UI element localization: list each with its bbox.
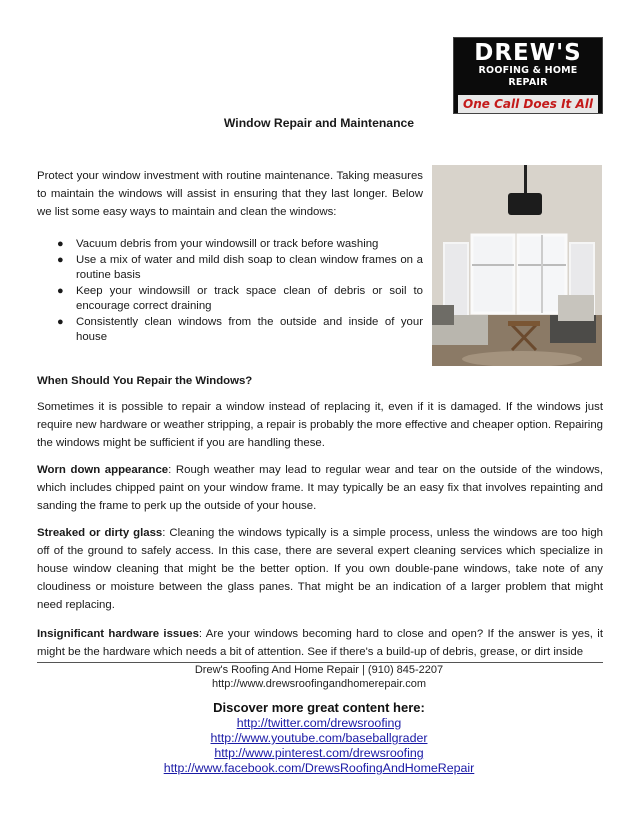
paragraph-hardware-issues: Insignificant hardware issues: Are your windows becoming hard to close and open? If the answer is yes, it might be the hardware which needs a bit of attention. See if there's a build-up of debris, grease, or dirt inside <box>37 628 603 658</box>
paragraph-repair-intro: Sometimes it is possible to repair a window instead of replacing it, even if it is damaged. If the windows just require new hardware or weather stripping, a repair is probably the more effective and cheaper option. Repairing the windows might be sufficient if you are handling these. <box>37 401 603 449</box>
paragraph-streaked-glass: Streaked or dirty glass: Cleaning the windows typically is a simple process, unless the windows are too high off of the ground to safely access. In this case, there are several expert cleaning services which specialize in house window cleaning that might be the better option. If you own double-pane windows, take note of any cloudiness or moisture between the glass panes. That might be an indication of a larger problem that might need replacing. <box>37 527 603 611</box>
bullet-icon: ● <box>57 316 64 328</box>
list-item: ● Use a mix of water and mild dish soap to clean window frames on a routine basis <box>57 254 423 281</box>
list-item: ● Vacuum debris from your windowsill or track before washing <box>57 238 379 250</box>
pinterest-link[interactable]: http://www.pinterest.com/drewsroofing <box>214 746 424 760</box>
paragraph-lead: Insignificant hardware issues <box>37 628 199 640</box>
list-item: ● Consistently clean windows from the outside and inside of your house <box>57 316 423 343</box>
bullet-icon: ● <box>57 254 64 266</box>
section-heading: When Should You Repair the Windows? <box>37 375 253 387</box>
logo-subtitle: ROOFING & HOME REPAIR <box>478 65 578 88</box>
footer-links <box>0 716 638 776</box>
maintenance-list <box>37 237 423 346</box>
bullet-icon: ● <box>57 285 64 297</box>
paragraph-worn-appearance: Worn down appearance: Rough weather may lead to regular wear and tear on the outside of the windows, which includes chipped paint on your window frame. It may typically be an easy fix that involves repainting and sanding the frame to perk up the outside of your house. <box>37 464 603 512</box>
list-item: ● Keep your windowsill or track space clean of debris or soil to encourage correct draining <box>57 285 423 312</box>
paragraph-lead: Worn down appearance <box>37 464 169 476</box>
logo-name: DREW'S <box>474 40 582 66</box>
youtube-link[interactable]: http://www.youtube.com/baseballgrader <box>210 731 428 745</box>
page-title: Window Repair and Maintenance <box>223 116 415 130</box>
intro-paragraph: Protect your window investment with routine maintenance. Taking measures to maintain the windows will assist in ensuring that they last longer. Below we list some easy ways to maintain and clean the windows: <box>37 170 423 218</box>
bullet-icon: ● <box>57 238 64 250</box>
paragraph-lead: Streaked or dirty glass <box>37 527 163 539</box>
room-window-photo <box>432 165 602 366</box>
facebook-link[interactable]: http://www.facebook.com/DrewsRoofingAndHomeRepair <box>163 761 475 775</box>
twitter-link[interactable]: http://twitter.com/drewsroofing <box>236 716 402 730</box>
company-logo <box>453 37 603 114</box>
footer-discover-heading: Discover more great content here: <box>213 700 425 715</box>
footer-company-info: Drew's Roofing And Home Repair | (910) 845-2207 <box>194 664 444 676</box>
footer-website: http://www.drewsroofingandhomerepair.com <box>212 678 426 690</box>
logo-tagline: One Call Does It All <box>458 95 598 113</box>
